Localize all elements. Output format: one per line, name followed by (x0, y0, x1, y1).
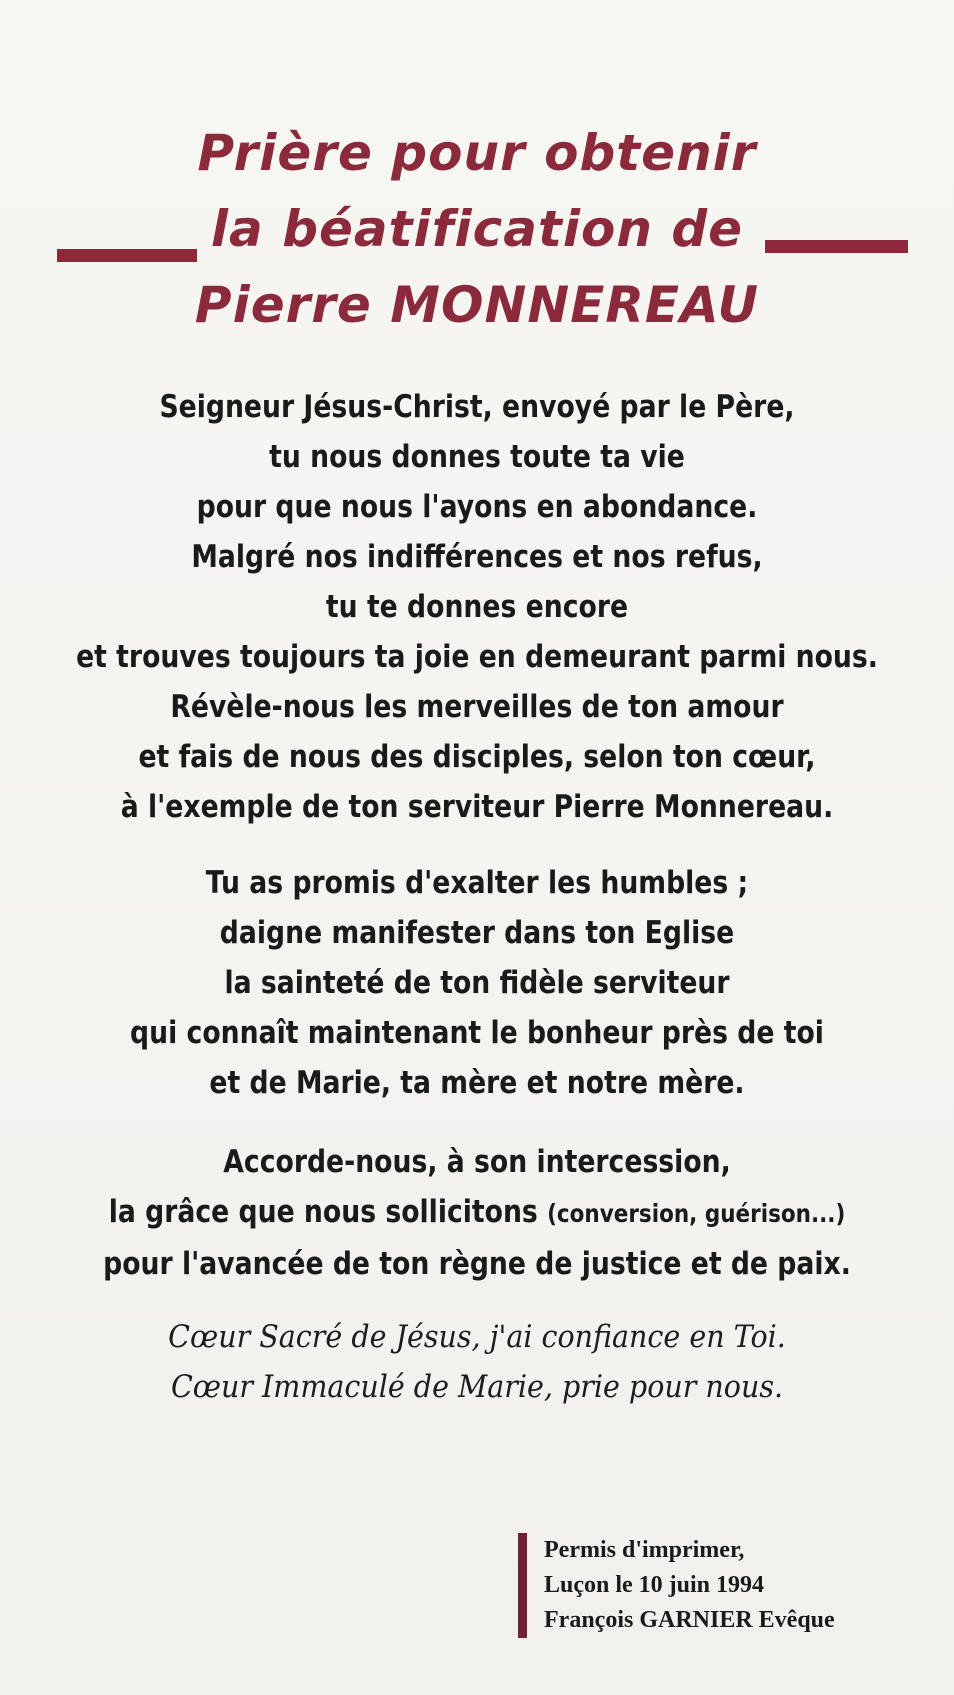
title-line-2: la béatification de (210, 200, 744, 258)
stanza-2-line: la sainteté de ton fidèle serviteur (224, 965, 730, 1001)
stanza-2-line: Tu as promis d'exalter les humbles ; (205, 865, 749, 901)
invocations (38, 1312, 916, 1412)
stanza-1-line: Malgré nos indifférences et nos refus, (191, 539, 763, 575)
imprimatur-line-2: Luçon le 10 juin 1994 (544, 1572, 765, 1598)
prayer-title (0, 115, 954, 343)
stanza-1-line: tu te donnes encore (325, 589, 629, 625)
invocation-immaculate-heart: Cœur Immaculé de Marie, prie pour nous. (170, 1369, 784, 1405)
prayer-stanza-3 (67, 1137, 887, 1289)
stanza-3-line-main: la grâce que nous sollicitons (108, 1194, 548, 1230)
stanza-1-line: à l'exemple de ton serviteur Pierre Monnereau. (120, 789, 834, 825)
stanza-1-line: tu nous donnes toute ta vie (269, 439, 685, 475)
stanza-2-line: et de Marie, ta mère et notre mère. (209, 1065, 745, 1101)
title-line-3: Pierre MONNEREAU (194, 276, 760, 334)
stanza-2-line: qui connaît maintenant le bonheur près de toi (130, 1015, 824, 1051)
stanza-3-line: Accorde-nous, à son intercession, (223, 1144, 731, 1180)
imprimatur-line-1: Permis d'imprimer, (544, 1537, 745, 1563)
imprimatur-block (518, 1533, 835, 1638)
stanza-1-line: pour que nous l'ayons en abondance. (196, 489, 758, 525)
stanza-1-line: et fais de nous des disciples, selon ton cœur, (138, 739, 816, 775)
title-line-1: Prière pour obtenir (197, 124, 757, 182)
stanza-3-line: pour l'avancée de ton règne de justice et de paix. (103, 1246, 851, 1282)
imprimatur-line-3: François GARNIER Evêque (544, 1607, 835, 1633)
stanza-1-line: et trouves toujours ta joie en demeurant parmi nous. (76, 639, 878, 675)
stanza-1-line: Révèle-nous les merveilles de ton amour (170, 689, 784, 725)
prayer-stanza-1 (67, 382, 887, 832)
stanza-1-line: Seigneur Jésus-Christ, envoyé par le Père, (159, 389, 795, 425)
intention-note: (conversion, guérison...) (547, 1199, 846, 1228)
invocation-sacred-heart: Cœur Sacré de Jésus, j'ai confiance en Toi. (168, 1319, 786, 1355)
stanza-3-line (67, 1187, 887, 1239)
prayer-stanza-2 (67, 858, 887, 1108)
stanza-2-line: daigne manifester dans ton Eglise (219, 915, 735, 951)
